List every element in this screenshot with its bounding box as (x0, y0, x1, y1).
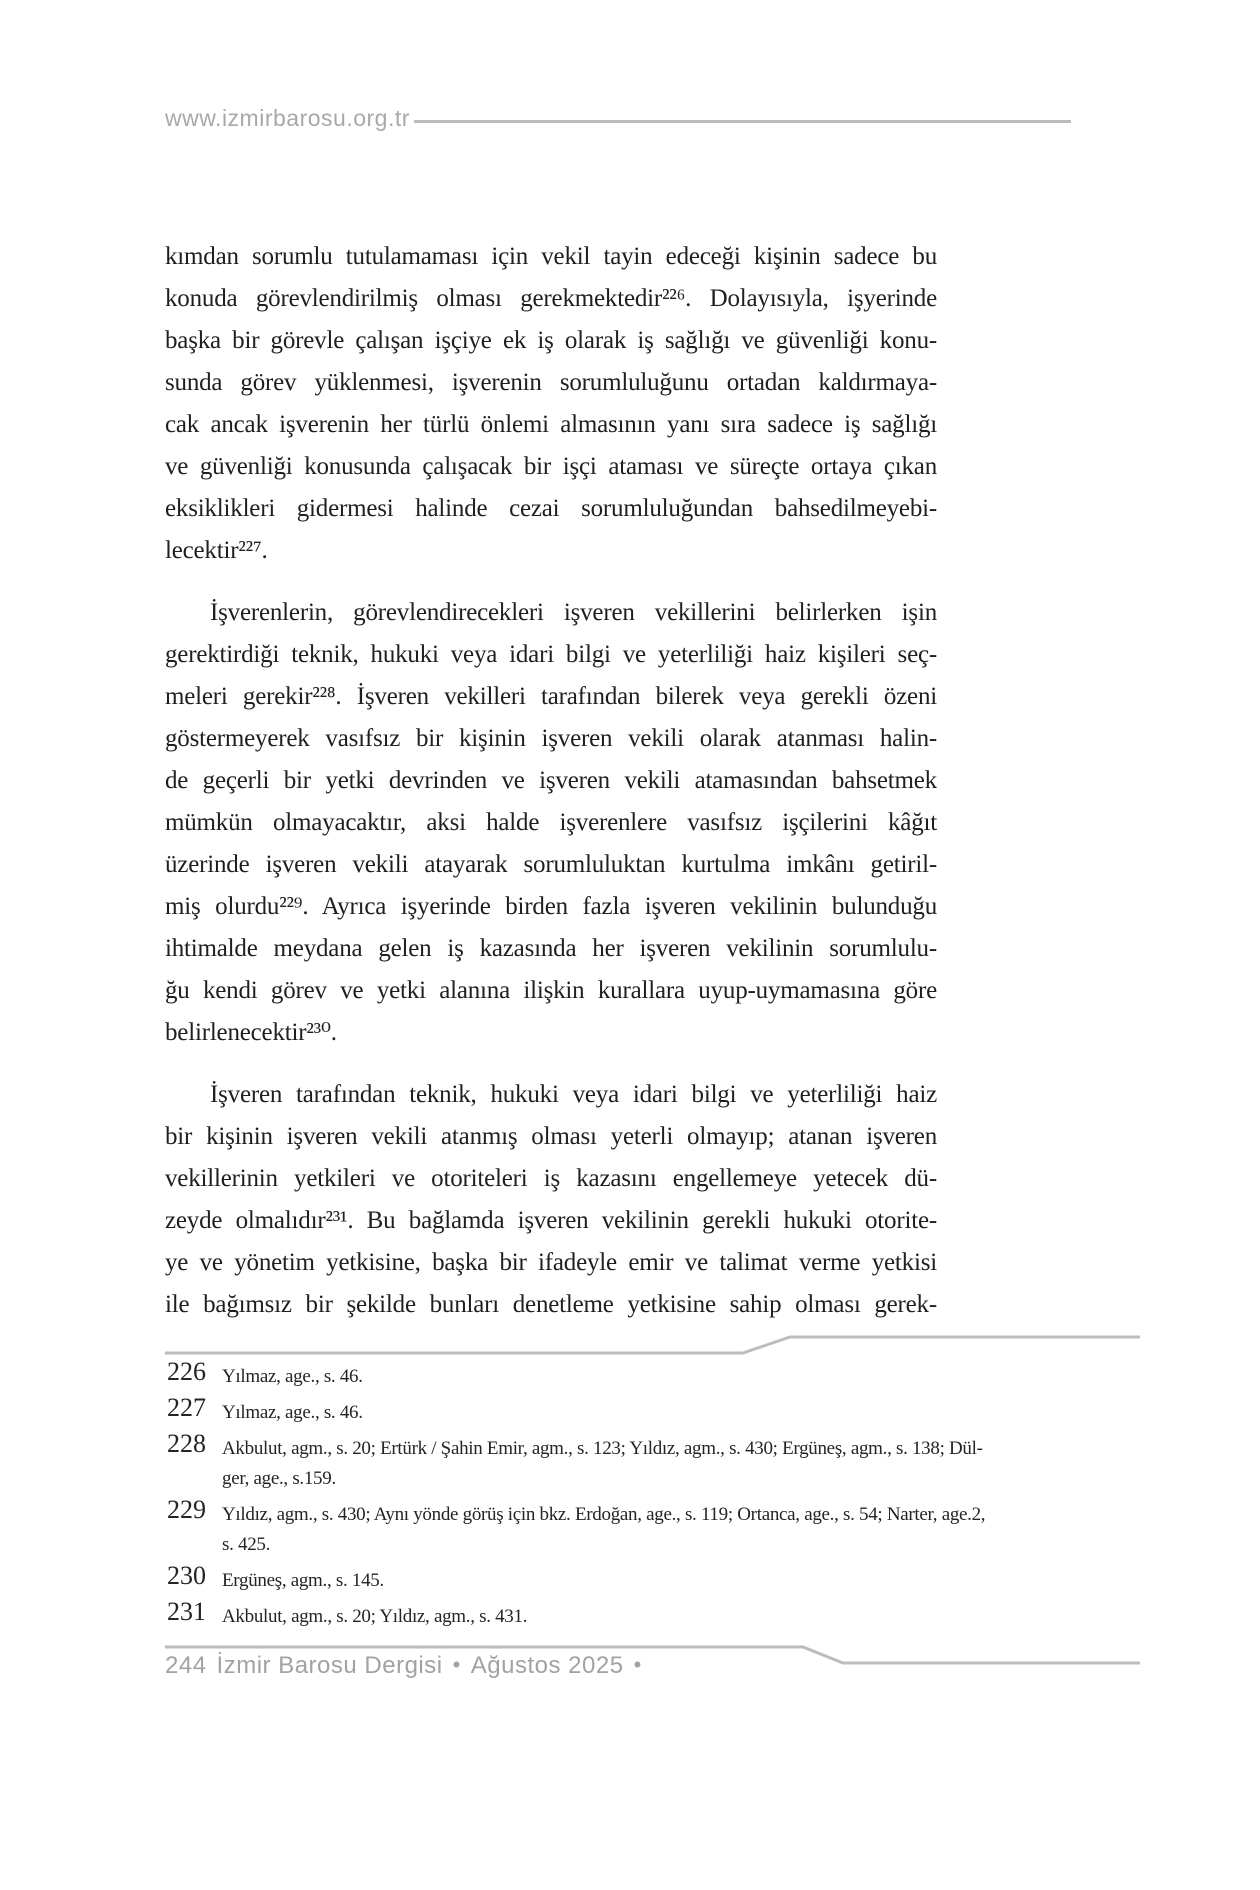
body-line: başka bir görevle çalışan işçiye ek iş olarak iş sağlığı ve güvenliği konu- (165, 327, 937, 354)
body-line: ve güvenliği konusunda çalışacak bir işçi ataması ve süreçte ortaya çıkan (165, 453, 937, 480)
body-line: göstermeyerek vasıfsız bir kişinin işveren vekili olarak atanması halin- (165, 725, 937, 752)
body-line: cak ancak işverenin her türlü önlemi almasının yanı sıra sadece iş sağlığı (165, 411, 937, 438)
page-footer (165, 1652, 642, 1680)
body-line: bir kişinin işveren vekili atanmış olması yeterli olmayıp; atanan işveren (165, 1123, 937, 1150)
body-line: gerektirdiği teknik, hukuki veya idari bilgi ve yeterliliği haiz kişileri seç- (165, 641, 937, 668)
body-line: zeyde olmalıdır²³¹. Bu bağlamda işveren vekilinin gerekli hukuki otorite- (165, 1207, 937, 1234)
footnote-item (165, 1495, 1122, 1560)
header-site-url: www.izmirbarosu.org.tr (165, 104, 410, 131)
footnote-number: 230 (167, 1561, 206, 1590)
footnote-text: Yıldız, agm., s. 430; Aynı yönde görüş için bkz. Erdoğan, age., s. 119; Ortanca, age., s. 54; Narter, age.2, (222, 1504, 986, 1525)
footnotes (165, 1357, 1122, 1638)
body-line: lecektir²²⁷. (165, 537, 268, 564)
footnote-number: 231 (167, 1597, 206, 1626)
body-line: ile bağımsız bir şekilde bunları denetleme yetkisine sahip olması gerek- (165, 1291, 937, 1318)
page-header (165, 102, 1071, 134)
paragraph (165, 592, 937, 1054)
body-line: sunda görev yüklenmesi, işverenin sorumluluğunu ortadan kaldırmaya- (165, 369, 937, 396)
footnote-text: Ergüneş, agm., s. 145. (222, 1570, 384, 1591)
paragraph (165, 1074, 937, 1326)
footer-page-number: 244 (165, 1652, 207, 1679)
footnote-text: Akbulut, agm., s. 20; Yıldız, agm., s. 431. (222, 1606, 528, 1627)
footnote-item (165, 1429, 1122, 1494)
body-line: miş olurdu²²⁹. Ayrıca işyerinde birden fazla işveren vekilinin bulunduğu (165, 893, 937, 920)
body-line: ye ve yönetim yetkisine, başka bir ifadeyle emir ve talimat verme yetkisi (165, 1249, 937, 1276)
header-rule (414, 120, 1071, 123)
footer-bullet: • (452, 1652, 461, 1677)
body-line: mümkün olmayacaktır, aksi halde işverenlere vasıfsız işçilerini kâğıt (165, 809, 937, 836)
body-line: eksiklikleri gidermesi halinde cezai sorumluluğundan bahsedilmeyebi- (165, 495, 937, 522)
footnote-number: 228 (167, 1429, 206, 1458)
footnote-text: Yılmaz, age., s. 46. (222, 1366, 363, 1387)
footnote-number: 226 (167, 1357, 206, 1386)
body-line: belirlenecektir²³⁰. (165, 1019, 337, 1046)
body-line: konuda görevlendirilmiş olması gerekmektedir²²⁶. Dolayısıyla, işyerinde (165, 285, 937, 312)
footnote-text: ger, age., s.159. (222, 1468, 336, 1489)
footer-bullet-2: • (633, 1652, 642, 1677)
body-line: de geçerli bir yetki devrinden ve işveren vekili atamasından bahsetmek (165, 767, 937, 794)
footnote-item (165, 1561, 1122, 1596)
body-line: İşveren tarafından teknik, hukuki veya idari bilgi ve yeterliliği haiz (210, 1081, 937, 1108)
footnote-text: Akbulut, agm., s. 20; Ertürk / Şahin Emir, agm., s. 123; Yıldız, agm., s. 430; Ergüneş, agm., s. 138; Dül- (222, 1438, 983, 1459)
body-line: İşverenlerin, görevlendirecekleri işveren vekillerini belirlerken işin (210, 599, 937, 626)
footnote-text: Yılmaz, age., s. 46. (222, 1402, 363, 1423)
body-line: vekillerinin yetkileri ve otoriteleri iş kazasını engellemeye yetecek dü- (165, 1165, 937, 1192)
body-line: ğu kendi görev ve yetki alanına ilişkin kurallara uyup-uymamasına göre (165, 977, 937, 1004)
footer-issue: Ağustos 2025 (470, 1652, 624, 1679)
body-text (165, 236, 937, 1326)
footnote-item (165, 1597, 1122, 1632)
paragraph (165, 236, 937, 572)
footer-journal-title: İzmir Barosu Dergisi (216, 1652, 443, 1679)
body-line: meleri gerekir²²⁸. İşveren vekilleri tarafından bilerek veya gerekli özeni (165, 683, 937, 710)
footnote-number: 227 (167, 1393, 206, 1422)
footnote-item (165, 1357, 1122, 1392)
footnote-number: 229 (167, 1495, 206, 1524)
body-line: kımdan sorumlu tutulamaması için vekil tayin edeceği kişinin sadece bu (165, 243, 937, 270)
body-line: ihtimalde meydana gelen iş kazasında her işveren vekilinin sorumlulu- (165, 935, 937, 962)
footnote-separator-rule (165, 1334, 1140, 1356)
footnote-item (165, 1393, 1122, 1428)
body-line: üzerinde işveren vekili atayarak sorumluluktan kurtulma imkânı getiril- (165, 851, 937, 878)
footnote-text: s. 425. (222, 1534, 271, 1555)
